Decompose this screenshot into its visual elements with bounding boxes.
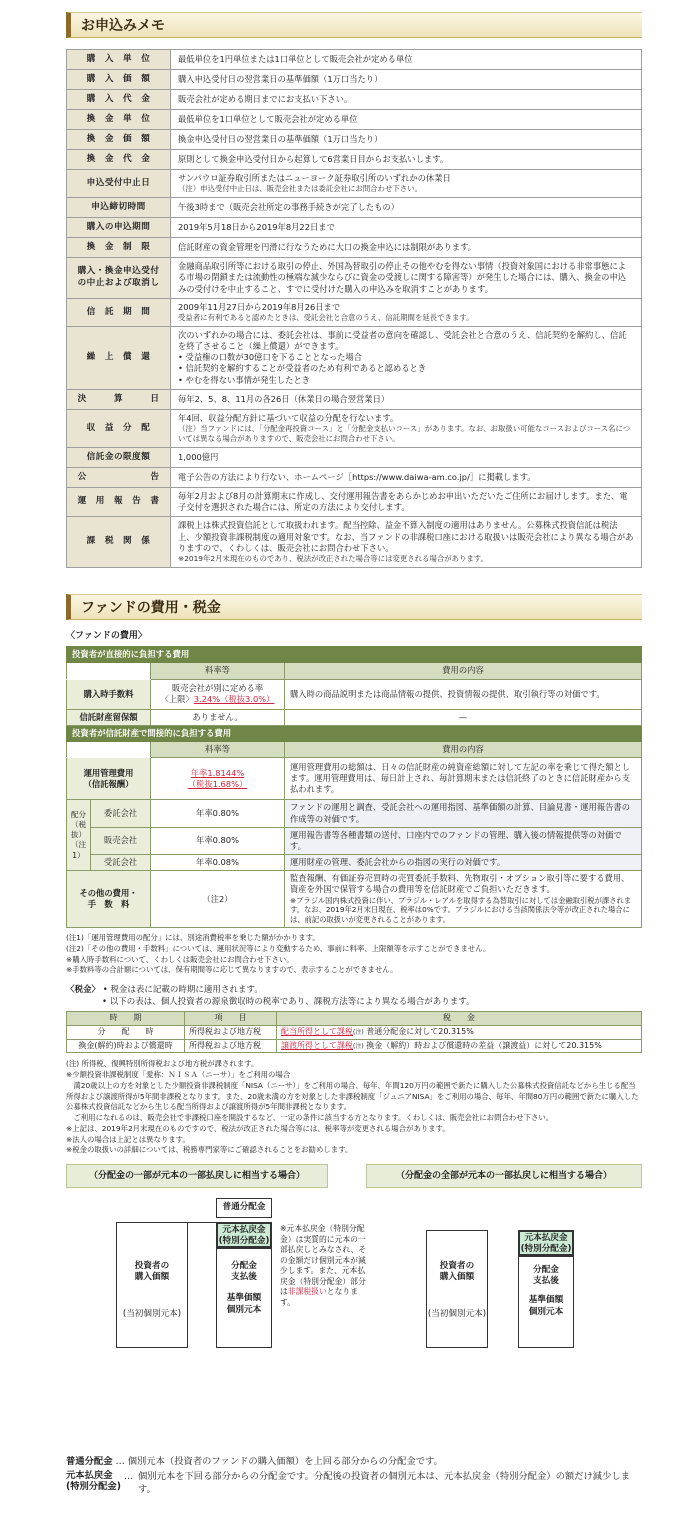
tax-row [67, 1025, 642, 1039]
memo-table [66, 49, 642, 568]
memo-list-item: • 信託契約を解約することが受益者のため有利であると認めるとき [178, 363, 427, 374]
mgmt-rate: 年率1.8144% （税抜1.68%） [151, 758, 285, 800]
alloc-rate: 年率0.08% [151, 855, 285, 871]
memo-label: 購入の申込期間 [67, 218, 171, 238]
memo-label: 購 入 単 位 [67, 50, 171, 70]
memo-row [67, 150, 642, 170]
tax-header: 項 目 [185, 1012, 277, 1026]
tax-period: 分 配 時 [67, 1025, 185, 1039]
memo-label: 購 入 価 額 [67, 70, 171, 90]
memo-label: 購 入 代 金 [67, 90, 171, 110]
memo-label: 換 金 制 限 [67, 238, 171, 258]
mgmt-content: 運用管理費用の総額は、日々の信託財産の純資産総額に対して左記の率を乗じて得た額とします。運用管理費用は、毎日計上され、毎計算期末または信託終了のときに信託財産から支払われます。 [285, 758, 642, 800]
memo-list-item: • やむを得ない事情が発生したとき [178, 374, 310, 385]
retention-label: 信託財産留保額 [67, 709, 151, 725]
memo-label: 運 用 報 告 書 [67, 488, 171, 517]
memo-banner [66, 12, 642, 38]
memo-row [67, 258, 642, 299]
tax-item: 所得税および地方税 [185, 1025, 277, 1039]
memo-row [67, 488, 642, 517]
tax-notes [66, 1059, 642, 1156]
col-content-2: 費用の内容 [285, 742, 642, 758]
memo-value: サンパウロ証券取引所またはニューヨーク証券取引所のいずれかの休業日 （注）申込受付中止日は、販売会社または委託会社にお問合わせ下さい。 [171, 170, 642, 198]
retention-content: — [285, 709, 642, 725]
memo-value: 次のいずれかの場合には、委託会社は、事前に受益者の意向を確認し、受託会社と合意のうえ、信託契約を解約し、信託を終了させること（繰上償還）ができます。 • 受益権の口数が30億口を下ることとなった場合 • 信託契約を解約することが受益者のため有利であると認めるとき • やむを得ない事情が発生したとき [171, 326, 642, 389]
tax-note: (注) 所得税、復興特別所得税および地方税が課されます。 [66, 1059, 259, 1069]
tax-item: 所得税および地方税 [185, 1039, 277, 1053]
tax-value: 配当所得として課税(注) 普通分配金に対して20.315% [277, 1025, 642, 1039]
investor-price-box-left: 投資者の 購入価額 (当初個別元本) [116, 1222, 188, 1348]
tax-note: 満20歳以上の方を対象とした少額投資非課税制度「NISA（ニーサ）」をご利用の場合、毎年、年間120万円の範囲で新たに購入した公募株式投資信託などから生じる配当所得および譲渡所得が5年間非課税となります。また、20歳未満の方を対象とした非課税制度「ジュニアNISA」をご利用の場合、毎年、年間80万円の範囲で新たに購入した公募株式投資信託などから生じる配当所得および譲渡所得が5年間非課税となります。 [66, 1080, 639, 1112]
purchase-content: 購入時の商品説明または商品情報の提供、投資情報の提供、取引執行等の対価です。 [285, 679, 642, 709]
memo-row [67, 448, 642, 468]
alloc-name: 販売会社 [91, 827, 151, 854]
memo-row [67, 326, 642, 389]
alloc-content: 運用報告書等各種書類の送付、口座内でのファンドの管理、購入後の情報提供等の対価です。 [285, 827, 642, 854]
memo-value: 最低単位を1口単位として販売会社が定める単位 [171, 110, 642, 130]
memo-label: 課 税 関 係 [67, 517, 171, 568]
memo-value: 信託財産の資金管理を円滑に行なうために大口の換金申込には制限があります。 [171, 238, 642, 258]
memo-note: （注）当ファンドには、「分配金再投資コース」と「分配金支払いコース」があります。なお、お取扱い可能なコースおよびコース名については異なる場合がありますので、販売会社にお問合わせ下さい。 [178, 424, 631, 444]
memo-row [67, 130, 642, 150]
tax-note: ※税金の取扱いの詳細については、税務専門家等にご確認されることをお勧めします。 [66, 1145, 353, 1155]
other-content: 監査報酬、有価証券売買時の売買委託手数料、先物取引・オプション取引等に要する費用、資産を外国で保管する場合の費用等を信託財産でご負担いただきます。 ※ブラジル国内株式投資に伴い、ブラジル・レアルを取得する為替取引に対しては金融取引税が課されます。なお、2019年2月末日現在、税率は0%です。ブラジルにおける当該関係法令等が改正された場合には、前記の取扱いが変更されることがあります。 [285, 871, 642, 928]
fees-title: ファンドの費用・税金 [81, 599, 221, 616]
memo-label: 信託金の限度額 [67, 448, 171, 468]
alloc-rate: 年率0.80% [151, 827, 285, 854]
left-diagram-title: （分配金の一部が元本の一部払戻しに相当する場合） [66, 1164, 328, 1188]
fee-note: (注2)「その他の費用・手数料」については、運用状況等により変動するため、事前に料率、上限額等を示すことができません。 [66, 943, 491, 953]
memo-label: 収 益 分 配 [67, 409, 171, 447]
direct-header: 投資者が直接的に負担する費用 [67, 647, 642, 663]
memo-value: 年4回、収益分配方針に基づいて収益の分配を行ないます。 （注）当ファンドには、「分配金再投資コース」と「分配金支払いコース」があります。なお、お取扱い可能なコースおよびコース名については異なる場合がありますので、販売会社にお問合わせ下さい。 [171, 409, 642, 447]
memo-value: 毎年2、5、8、11月の各26日（休業日の場合翌営業日） [171, 389, 642, 409]
tax-note: ご利用になれるのは、販売会社で非課税口座を開設するなど、一定の条件に該当する方となります。くわしくは、販売会社にお問合わせ下さい。 [66, 1113, 554, 1123]
memo-row [67, 70, 642, 90]
after-dist-box-left: 分配金 支払後 基準価額 個別元本 [216, 1248, 272, 1348]
tax-intro: 〈税金〉 • 税金は表に記載の時期に適用されます。 • 以下の表は、個人投資者の源泉徴収時の税率であり、課税方法等により異なる場合があります。 [66, 985, 475, 1007]
memo-row [67, 468, 642, 488]
tax-period: 換金(解約)時および償還時 [67, 1039, 185, 1053]
memo-row [67, 218, 642, 238]
tax-value: 譲渡所得として課税(注) 換金（解約）時および償還時の差益（譲渡益）に対して20.315% [277, 1039, 642, 1053]
memo-list-item: • 受益権の口数が30億口を下ることとなった場合 [178, 352, 363, 363]
tax-note: ※上記は、2019年2月末現在のものですので、税法が改正された場合等には、税率等が変更される場合があります。 [66, 1123, 450, 1133]
memo-value: 毎年2月および8月の計算期末に作成し、交付運用報告書をあらかじめお申出いただいたご住所にお届けします。また、電子交付を選択された場合には、所定の方法により交付します。 [171, 488, 642, 517]
alloc-content: ファンドの運用と調査、受託会社への運用指図、基準価額の計算、目論見書・運用報告書の作成等の対価です。 [285, 800, 642, 827]
memo-label: 申込受付中止日 [67, 170, 171, 198]
memo-value: 課税上は株式投資信託として取扱われます。配当控除、益金不算入制度の適用はありません。公募株式投資信託は税法上、少額投資非課税制度の適用対象です。なお、当ファンドの非課税口座における取扱いは販売会社により異なる場合がありますので、くわしくは、販売会社にお問合わせ下さい。 ※2019年2月末現在のものであり、税法が改正された場合等には変更される場合があります。 [171, 517, 642, 568]
ordinary-dist-box: 普通分配金 [216, 1198, 272, 1218]
fee-note: (注1)「運用管理費用の配分」には、別途消費税率を乗じた額がかかります。 [66, 933, 320, 943]
tax-note: ※法人の場合は上記とは異なります。 [66, 1134, 190, 1144]
fee-notes [66, 933, 642, 976]
memo-label: 換 金 価 額 [67, 130, 171, 150]
tax-note: ※少額投資非課税制度「愛称：ＮＩＳＡ（ニーサ）」をご利用の場合 [66, 1070, 291, 1080]
other-rate: （注2） [151, 871, 285, 928]
memo-label: 購入・換金申込受付の中止および取消し [67, 258, 171, 299]
memo-row [67, 198, 642, 218]
memo-row [67, 389, 642, 409]
memo-value: 1,000億円 [171, 448, 642, 468]
memo-row [67, 409, 642, 447]
tax-table [66, 1011, 642, 1053]
memo-value: 2019年5月18日から2019年8月22日まで [171, 218, 642, 238]
alloc-name: 受託会社 [91, 855, 151, 871]
fee-table [66, 646, 642, 928]
memo-value: 販売会社が定める期日までにお支払い下さい。 [171, 90, 642, 110]
refund-box-right: 元本払戻金 (特別分配金) [518, 1230, 574, 1256]
memo-row [67, 90, 642, 110]
after-dist-box-right: 分配金 支払後 基準価額 個別元本 [518, 1256, 574, 1348]
alloc-label: 配分（税抜）（注1） [67, 800, 91, 871]
alloc-rate: 年率0.80% [151, 800, 285, 827]
memo-title: お申込みメモ [81, 18, 165, 34]
memo-label: 信 託 期 間 [67, 298, 171, 326]
fees-banner [66, 594, 642, 620]
col-rate-2: 料率等 [151, 742, 285, 758]
distribution-diagram [66, 1164, 642, 1384]
fees-subtitle: 〈ファンドの費用〉 [66, 630, 147, 641]
fee-note: ※手数料等の合計額については、保有期間等に応じて異なりますので、表示することができません。 [66, 965, 398, 975]
memo-row [67, 517, 642, 568]
memo-value: 電子公告の方法により行ない、ホームページ［https://www.daiwa-am.co.jp/］に掲載します。 [171, 468, 642, 488]
purchase-label: 購入時手数料 [67, 679, 151, 709]
memo-row [67, 110, 642, 130]
memo-note: ※2019年2月末現在のものであり、税法が改正された場合等には変更される場合があります。 [178, 553, 488, 563]
memo-value: 最低単位を1円単位または1口単位として販売会社が定める単位 [171, 50, 642, 70]
memo-value: 購入申込受付日の翌営業日の基準価額（1万口当たり） [171, 70, 642, 90]
right-diagram-title: （分配金の全部が元本の一部払戻しに相当する場合） [366, 1164, 642, 1188]
memo-row [67, 50, 642, 70]
memo-value: 午後3時まで（販売会社所定の事務手続きが完了したもの） [171, 198, 642, 218]
retention-rate: ありません。 [151, 709, 285, 725]
indirect-header: 投資者が信託財産で間接的に負担する費用 [67, 725, 642, 741]
memo-label: 申込締切時間 [67, 198, 171, 218]
memo-row [67, 238, 642, 258]
alloc-content: 運用財産の管理、委託会社からの指図の実行の対価です。 [285, 855, 642, 871]
alloc-name: 委託会社 [91, 800, 151, 827]
other-label: その他の費用・ 手 数 料 [67, 871, 151, 928]
memo-row [67, 298, 642, 326]
mgmt-label: 運用管理費用 （信託報酬） [67, 758, 151, 800]
memo-value: 金融商品取引所等における取引の停止、外国為替取引の停止その他やむを得ない事情（投資対象国における非常事態による市場の閉鎖または流動性の極端な減少ならびに資金の受渡しに関する障害等）が発生した場合には、購入、換金の申込みの受付けを中止すること、すでに受付けた購入の申込みを取消すことがあります。 [171, 258, 642, 299]
memo-label: 決 算 日 [67, 389, 171, 409]
definitions: 普通分配金 … 個別元本（投資者のファンドの購入価額）を上回る部分からの分配金です。 元本払戻金 (特別分配金) … 個別元本を下回る部分からの分配金です。分配後の投資者の個別元本は、元本払戻金（特別分配金）の額だけ減少します。 [66, 1456, 630, 1496]
tax-header: 時 期 [67, 1012, 185, 1026]
investor-price-box-right: 投資者の 購入価額 (当初個別元本) [426, 1230, 488, 1348]
memo-note: 受益者に有利であると認めたときは、受託会社と合意のうえ、信託期間を延長できます。 [178, 312, 474, 322]
memo-note: （注）申込受付中止日は、販売会社または委託会社にお問合わせ下さい。 [178, 184, 422, 194]
memo-label: 公 告 [67, 468, 171, 488]
memo-label: 繰 上 償 還 [67, 326, 171, 389]
memo-label: 換 金 単 位 [67, 110, 171, 130]
fee-note: ※購入時手数料について、くわしくは販売会社にお問合わせ下さい。 [66, 954, 294, 964]
col-rate: 料率等 [151, 663, 285, 679]
col-content: 費用の内容 [285, 663, 642, 679]
memo-value: 原則として換金申込受付日から起算して6営業日目からお支払いします。 [171, 150, 642, 170]
memo-value: 換金申込受付日の翌営業日の基準価額（1万口当たり） [171, 130, 642, 150]
tax-header: 税 金 [277, 1012, 642, 1026]
refund-caption: ※元本払戻金（特別分配金）は実質的に元本の一部払戻しとみなされ、その金額だけ個別元本が減少します。また、元本払戻金（特別分配金）部分は非課税扱いとなります。 [280, 1224, 367, 1307]
memo-label: 換 金 代 金 [67, 150, 171, 170]
memo-row [67, 170, 642, 198]
purchase-rate: 販売会社が別に定める率 〈上限〉3.24%（税抜3.0%） [151, 679, 285, 709]
memo-value: 2009年11月27日から2019年8月26日まで 受益者に有利であると認めたときは、受託会社と合意のうえ、信託期間を延長できます。 [171, 298, 642, 326]
refund-box-left: 元本払戻金 (特別分配金) [216, 1222, 272, 1248]
tax-row [67, 1039, 642, 1053]
